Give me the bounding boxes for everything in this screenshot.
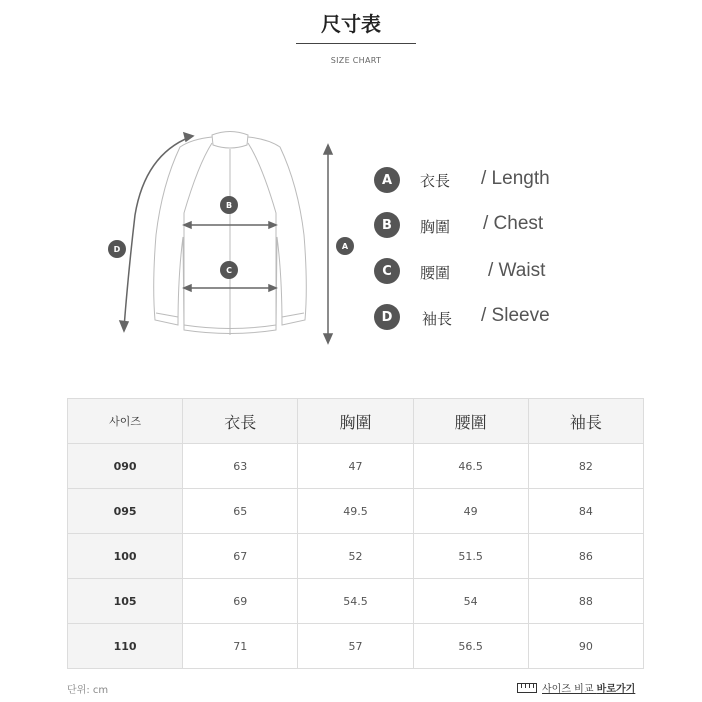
cell-size: 090 (68, 444, 183, 489)
legend-zh-length: 衣長 (420, 172, 451, 190)
cell-waist: 46.5 (413, 444, 528, 489)
legend-zh-waist: 腰圍 (420, 264, 451, 282)
legend-letter: D (374, 304, 400, 330)
header-size: 사이즈 (68, 399, 183, 444)
unit-label: 단위: cm (67, 685, 109, 696)
cell-chest: 57 (298, 624, 413, 669)
cell-sleeve: 84 (528, 489, 643, 534)
cell-length: 69 (183, 579, 298, 624)
cell-waist: 51.5 (413, 534, 528, 579)
legend-zh-sleeve: 袖長 (422, 310, 453, 328)
size-table (67, 398, 644, 669)
legend-en-waist: / Waist (488, 260, 546, 281)
cell-length: 71 (183, 624, 298, 669)
cell-size: 110 (68, 624, 183, 669)
cell-sleeve: 86 (528, 534, 643, 579)
legend-letter: B (374, 212, 400, 238)
size-compare-bold: 바로가기 (596, 684, 636, 695)
marker-a-label: A (341, 242, 349, 251)
legend-zh-chest: 胸圍 (420, 218, 451, 236)
table-header-row (68, 399, 644, 444)
cell-waist: 54 (413, 579, 528, 624)
page-title: 尺寸表 (321, 12, 381, 36)
garment-diagram (100, 125, 370, 350)
legend-item-sleeve (374, 304, 400, 330)
cell-chest: 49.5 (298, 489, 413, 534)
cell-size: 100 (68, 534, 183, 579)
cell-size: 095 (68, 489, 183, 534)
marker-d-label: D (113, 245, 121, 254)
legend-letter: C (374, 258, 400, 284)
legend-en-sleeve: / Sleeve (481, 305, 550, 326)
size-compare-text[interactable] (542, 680, 635, 695)
cell-length: 67 (183, 534, 298, 579)
title-divider (296, 43, 416, 44)
cell-chest: 52 (298, 534, 413, 579)
cell-sleeve: 90 (528, 624, 643, 669)
header-chest: 胸圍 (298, 399, 413, 444)
legend-item-chest (374, 212, 400, 238)
header-sleeve: 袖長 (528, 399, 643, 444)
size-compare-link[interactable] (517, 680, 635, 695)
page-subtitle: SIZE CHART (330, 56, 382, 65)
legend-item-length (374, 167, 400, 193)
cell-length: 65 (183, 489, 298, 534)
cell-waist: 56.5 (413, 624, 528, 669)
legend-en-length: / Length (481, 168, 550, 189)
legend-item-waist (374, 258, 400, 284)
ruler-icon (517, 683, 537, 693)
header-waist: 腰圍 (413, 399, 528, 444)
size-compare-prefix: 사이즈 비교 (542, 684, 597, 695)
legend-letter: A (374, 167, 400, 193)
cell-length: 63 (183, 444, 298, 489)
header-length: 衣長 (183, 399, 298, 444)
legend-en-chest: / Chest (483, 213, 544, 234)
marker-b-label: B (225, 201, 233, 210)
marker-c-label: C (226, 266, 232, 275)
cell-chest: 47 (298, 444, 413, 489)
cell-chest: 54.5 (298, 579, 413, 624)
cell-sleeve: 88 (528, 579, 643, 624)
cell-waist: 49 (413, 489, 528, 534)
table-row (68, 579, 644, 624)
table-row (68, 624, 644, 669)
table-row (68, 534, 644, 579)
table-row (68, 444, 644, 489)
cell-size: 105 (68, 579, 183, 624)
table-row (68, 489, 644, 534)
cell-sleeve: 82 (528, 444, 643, 489)
